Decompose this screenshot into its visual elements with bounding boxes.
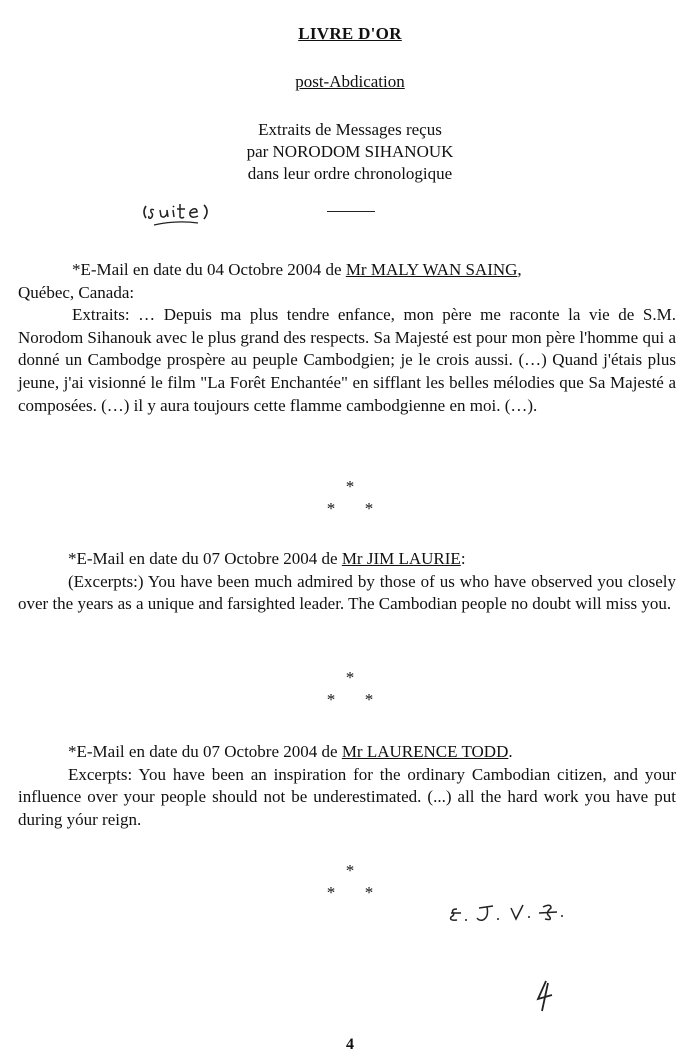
entry-body: (Excerpts:) You have been much admired by those of us who have observed you closely over the years as a unique and farsighted leader. The Cambodian people no doubt will miss you. (18, 571, 676, 614)
star-separator (0, 476, 700, 520)
star-right: * (364, 883, 374, 902)
star-separator (0, 667, 700, 711)
intro-line: Extraits de Messages reçus (258, 120, 442, 139)
entry-prefix: *E-Mail en date du 04 Octobre 2004 de (72, 260, 346, 279)
star-left: * (326, 883, 336, 902)
star-right: * (364, 690, 374, 709)
entry-suffix: . (508, 742, 513, 761)
entry-body: Extraits: … Depuis ma plus tendre enfance, mon père me raconte la vie de S.M. Norodom Sihanouk avec le plus grand des respects. Sa Majesté est pour mon père l'homme qui a donné un Cambodge prospère au peuple Cambodgien; je le crois aussi. (…) Quand j'étais plus jeune, j'ai visionné le film "La Forêt Enchantée" en sifflant les belles mélodies que Sa Majesté a composées. (…) il y aura toujours cette flamme cambodgienne en moi. (…). (18, 305, 676, 415)
sender-name: Mr MALY WAN SAING (345, 260, 518, 279)
star-left: * (326, 690, 336, 709)
star-separator (0, 860, 700, 904)
sender-name: Mr JIM LAURIE (341, 549, 461, 568)
page-number: 4 (346, 1036, 354, 1053)
handwritten-initials-signature (447, 897, 577, 929)
entry-suffix: : (460, 549, 466, 568)
star-right: * (364, 499, 374, 518)
star-top: * (345, 477, 355, 496)
entry-header (18, 259, 676, 282)
message-entry (18, 259, 676, 417)
entry-header (18, 548, 676, 571)
page-title: LIVRE D'OR (298, 24, 402, 43)
entry-location: Québec, Canada: (18, 282, 135, 302)
star-top: * (345, 861, 355, 880)
title-divider (327, 211, 375, 212)
page-subtitle: post-Abdication (295, 72, 405, 91)
entry-prefix: *E-Mail en date du 07 Octobre 2004 de (68, 549, 342, 568)
message-entry (18, 548, 676, 616)
star-left: * (326, 499, 336, 518)
handwritten-page-mark (532, 977, 556, 1013)
entry-body: Excerpts: You have been an inspiration for the ordinary Cambodian citizen, and your influence over your people should not be underestimated. (...) all the hard work you have put during yóur reign. (18, 764, 676, 829)
intro-line: dans leur ordre chronologique (247, 164, 453, 183)
sender-name: Mr LAURENCE TODD (341, 742, 509, 761)
star-top: * (345, 668, 355, 687)
intro-block (0, 119, 700, 185)
entry-suffix: , (517, 260, 522, 279)
handwritten-suite-note (140, 198, 230, 232)
entry-header (18, 741, 676, 764)
entry-prefix: *E-Mail en date du 07 Octobre 2004 de (68, 742, 342, 761)
intro-line: par NORODOM SIHANOUK (246, 142, 454, 161)
message-entry (18, 741, 676, 831)
